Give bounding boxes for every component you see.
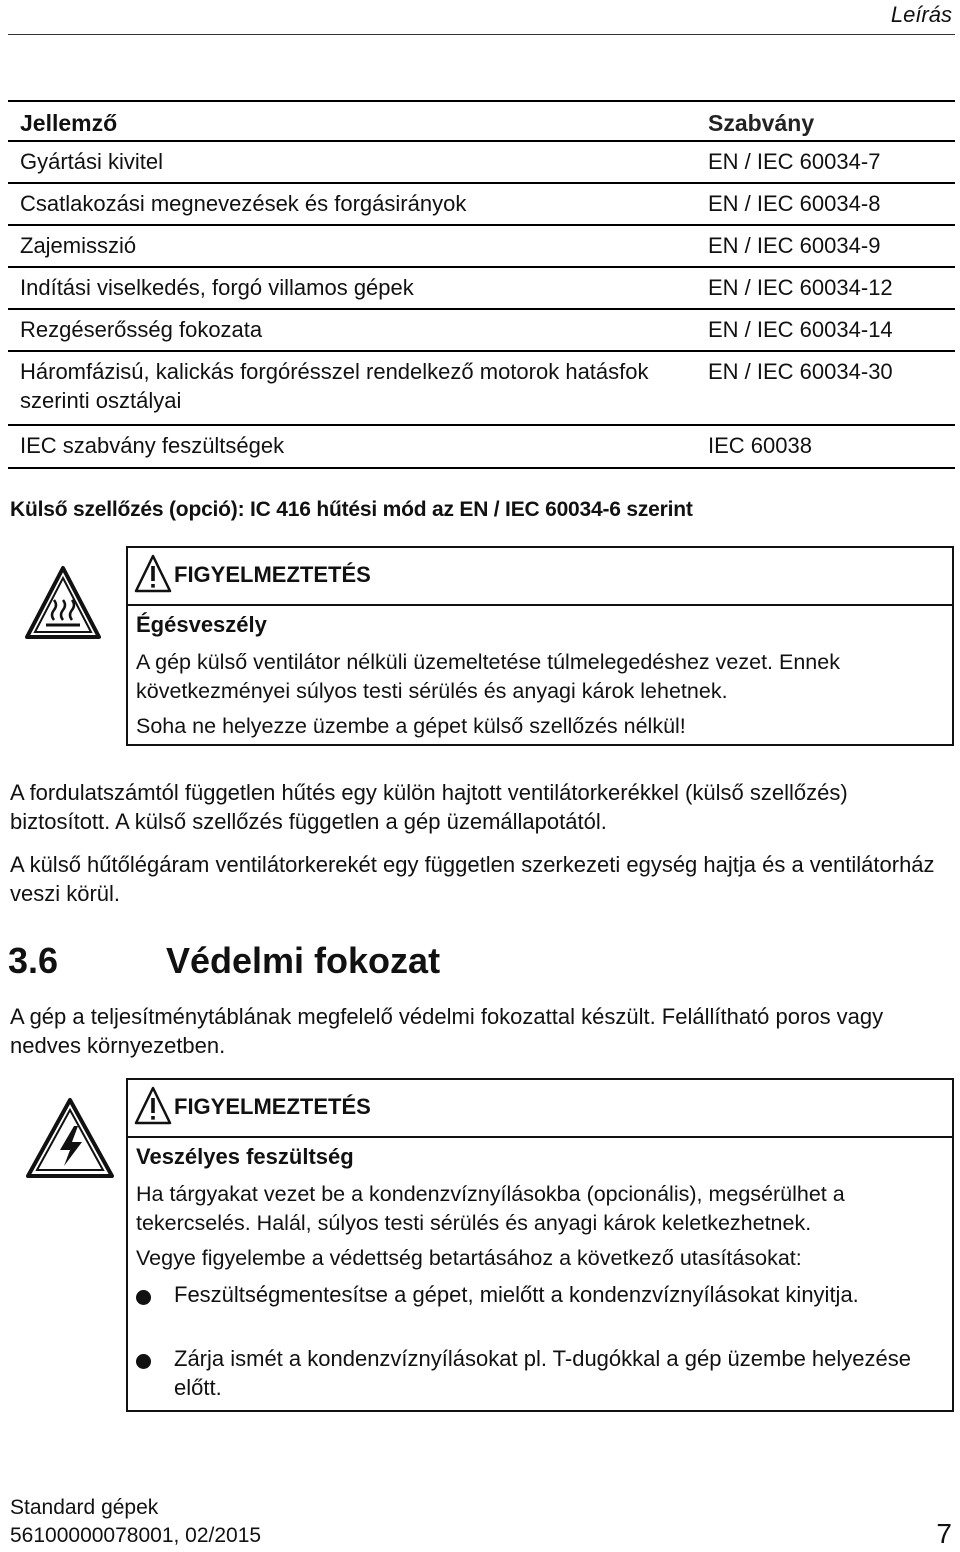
ventilation-heading: Külső szellőzés (opció): IC 416 hűtési mód az EN / IEC 60034-6 szerint: [10, 498, 693, 521]
warning-box-burn: [126, 546, 954, 746]
hot-surface-icon: [24, 565, 102, 652]
warning-title-bar: [128, 548, 952, 606]
warning-subtitle: Égésveszély: [136, 612, 267, 637]
table-cell-standard: EN / IEC 60034-7: [708, 149, 881, 174]
warning-triangle-icon: [134, 1086, 172, 1131]
table-cell-standard: EN / IEC 60034-14: [708, 317, 893, 342]
table-cell-standard: EN / IEC 60034-9: [708, 233, 881, 258]
section-number: 3.6: [8, 940, 59, 981]
table-row: [8, 184, 955, 226]
page-number: 7: [936, 1518, 952, 1549]
warning-triangle-icon: [134, 554, 172, 599]
table-row: [8, 352, 955, 426]
table-header-feature: Jellemző: [20, 110, 118, 136]
page-header-label: Leírás: [890, 2, 952, 27]
table-cell-standard: IEC 60038: [708, 433, 812, 458]
warning-title: FIGYELMEZTETÉS: [174, 1094, 371, 1119]
table-row: [8, 426, 955, 469]
table-cell-standard: EN / IEC 60034-12: [708, 275, 893, 300]
table-header-row: [8, 100, 955, 142]
warning-subtitle: Veszélyes feszültség: [136, 1144, 354, 1169]
warning-title: FIGYELMEZTETÉS: [174, 562, 371, 587]
bullet-dot: [136, 1354, 151, 1369]
table-row: [8, 268, 955, 310]
table-cell-feature: Csatlakozási megnevezések és forgásirányok: [20, 191, 467, 216]
header-rule: [8, 34, 955, 35]
warning-instruction: Soha ne helyezze üzembe a gépet külső szellőzés nélkül!: [136, 714, 686, 738]
footer-doc-id: 56100000078001, 02/2015: [10, 1524, 262, 1547]
table-row: [8, 310, 955, 352]
table-row: [8, 226, 955, 268]
table-cell-standard: EN / IEC 60034-8: [708, 191, 881, 216]
table-cell-feature: Gyártási kivitel: [20, 149, 164, 174]
section-title: Védelmi fokozat: [166, 940, 441, 981]
bullet-text: Feszültségmentesítse a gépet, mielőtt a kondenzvíznyílásokat kinyitja.: [174, 1282, 859, 1307]
bullet-dot: [136, 1290, 151, 1305]
standards-table: [8, 100, 955, 469]
paragraph: A fordulatszámtól független hűtés egy külön hajtott ventilátorkerékkel (külső szellőzés) biztosított. A külső szellőzés független a gép üzemállapotától.: [10, 780, 848, 834]
warning-instruction: Vegye figyelembe a védettség betartásához a következő utasításokat:: [136, 1246, 802, 1270]
bullet-text: Zárja ismét a kondenzvíznyílásokat pl. T-dugókkal a gép üzembe helyezése előtt.: [174, 1346, 911, 1400]
table-header-standard: Szabvány: [708, 110, 815, 136]
warning-text: Ha tárgyakat vezet be a kondenzvíznyílásokba (opcionális), megsérülhet a tekercselés. Halál, súlyos testi sérülés és anyagi károk keletkezhetnek.: [136, 1182, 845, 1235]
warning-title-bar: [128, 1080, 952, 1138]
warning-text: A gép külső ventilátor nélküli üzemeltetése túlmelegedéshez vezet. Ennek következményei súlyos testi sérülés és anyagi károk lehetnek.: [136, 650, 840, 703]
paragraph: A gép a teljesítménytáblának megfelelő védelmi fokozattal készült. Felállítható poros vagy nedves környezetben.: [10, 1004, 884, 1058]
table-cell-feature: Rezgéserősség fokozata: [20, 317, 263, 342]
table-cell-feature: Indítási viselkedés, forgó villamos gépek: [20, 275, 414, 300]
table-row: [8, 142, 955, 184]
paragraph: A külső hűtőlégáram ventilátorkerekét egy független szerkezeti egység hajtja és a ventilátorház veszi körül.: [10, 852, 935, 906]
high-voltage-icon: [24, 1096, 116, 1189]
table-cell-feature: Zajemisszió: [20, 233, 137, 258]
footer-product: Standard gépek: [10, 1496, 159, 1519]
warning-box-voltage: [126, 1078, 954, 1412]
table-cell-feature: IEC szabvány feszültségek: [20, 433, 285, 458]
table-cell-standard: EN / IEC 60034-30: [708, 359, 893, 384]
table-cell-feature: Háromfázisú, kalickás forgórésszel rendelkező motorok hatásfok szerinti osztályai: [20, 359, 649, 413]
